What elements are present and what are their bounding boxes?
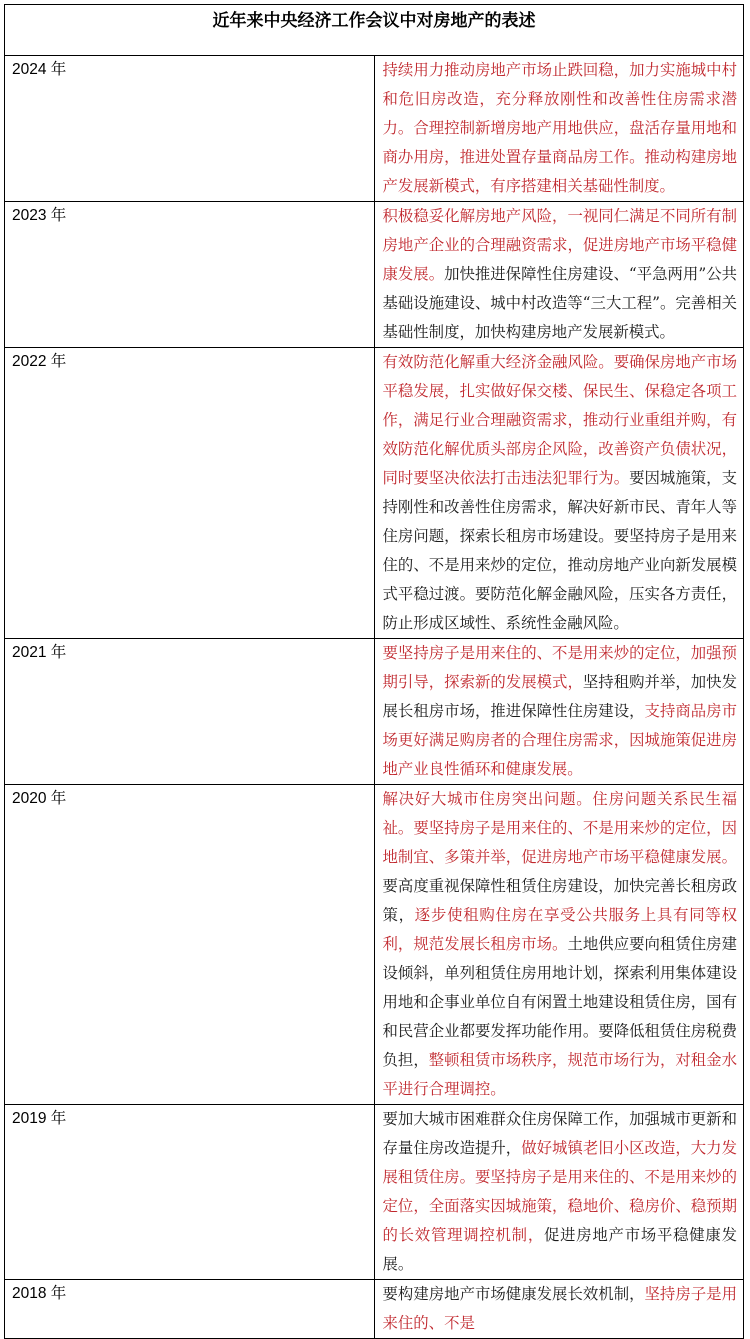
table-row bbox=[5, 785, 744, 1105]
highlighted-text: 要坚持房子是用来住的、不是用来炒的定位，加强预期引导，探索新的发展模式， bbox=[382, 644, 737, 691]
highlighted-text: 有效防范化解重大经济金融风险。要确保房地产市场平稳发展，扎实做好保交楼、保民生、保稳定各项工作，满足行业合理融资需求，推动行业重组并购，有效防范化解优质头部房企风险，改善资产负债状况，同时要坚决依法打击违法犯罪行为。 bbox=[382, 353, 737, 487]
highlighted-text: 支持商品房市场更好满足购房者的合理住房需求，因城施策促进房地产业良性循环和健康发展。 bbox=[382, 702, 737, 778]
year-cell: 2022 年 bbox=[5, 348, 375, 639]
year-cell: 2018 年 bbox=[5, 1280, 375, 1339]
highlighted-text: 做好城镇老旧小区改造，大力发展租赁住房。要坚持房子是用来住的、不是用来炒的定位，全面落实因城施策，稳地价、稳房价、稳预期的长效管理调控机制， bbox=[382, 1139, 737, 1244]
statement-cell bbox=[374, 348, 744, 639]
statement-cell bbox=[374, 639, 744, 785]
plain-text: 加快推进保障性住房建设、“平急两用”公共基础设施建设、城中村改造等“三大工程”。完善相关基础性制度，加快构建房地产发展新模式。 bbox=[382, 265, 737, 341]
highlighted-text: 积极稳妥化解房地产风险，一视同仁满足不同所有制房地产企业的合理融资需求，促进房地产市场平稳健康发展。 bbox=[382, 207, 737, 283]
table-title: 近年来中央经济工作会议中对房地产的表述 bbox=[5, 5, 744, 56]
plain-text: 促进房地产市场平稳健康发展。 bbox=[382, 1226, 737, 1273]
statement-cell bbox=[374, 1280, 744, 1339]
plain-text: 要构建房地产市场健康发展长效机制， bbox=[382, 1285, 645, 1303]
year-cell: 2024 年 bbox=[5, 56, 375, 202]
statement-cell bbox=[374, 202, 744, 348]
highlighted-text: 坚持房子是用来住的、不是 bbox=[382, 1285, 737, 1332]
plain-text: 土地供应要向租赁住房建设倾斜，单列租赁住房用地计划，探索利用集体建设用地和企事业单位自有闲置土地建设租赁住房，国有和民营企业都要发挥功能作用。要降低租赁住房税费负担， bbox=[382, 935, 737, 1069]
table-row bbox=[5, 56, 744, 202]
title-row bbox=[5, 5, 744, 56]
highlighted-text: 逐步使租购住房在享受公共服务上具有同等权利，规范发展长租房市场。 bbox=[382, 906, 737, 953]
plain-text: 要加大城市困难群众住房保障工作，加强城市更新和存量住房改造提升， bbox=[382, 1110, 737, 1157]
year-cell: 2019 年 bbox=[5, 1105, 375, 1280]
highlighted-text: 持续用力推动房地产市场止跌回稳，加力实施城中村和危旧房改造，充分释放刚性和改善性住房需求潜力。合理控制新增房地产用地供应，盘活存量用地和商办用房，推进处置存量商品房工作。推动构建房地产发展新模式，有序搭建相关基础性制度。 bbox=[382, 61, 737, 195]
statement-cell bbox=[374, 1105, 744, 1280]
highlighted-text: 解决好大城市住房突出问题。住房问题关系民生福祉。要坚持房子是用来住的、不是用来炒的定位，因地制宜、多策并举，促进房地产市场平稳健康发展。 bbox=[382, 790, 737, 866]
year-cell: 2020 年 bbox=[5, 785, 375, 1105]
policy-table bbox=[4, 4, 744, 1339]
statement-cell bbox=[374, 56, 744, 202]
plain-text: 坚持租购并举，加快发展长租房市场，推进保障性住房建设， bbox=[382, 673, 737, 720]
year-cell: 2023 年 bbox=[5, 202, 375, 348]
plain-text: 要因城施策，支持刚性和改善性住房需求，解决好新市民、青年人等住房问题，探索长租房市场建设。要坚持房子是用来住的、不是用来炒的定位，推动房地产业向新发展模式平稳过渡。要防范化解金融风险，压实各方责任，防止形成区域性、系统性金融风险。 bbox=[382, 469, 737, 632]
table-row bbox=[5, 202, 744, 348]
table-row bbox=[5, 639, 744, 785]
table-row bbox=[5, 1280, 744, 1339]
statement-cell bbox=[374, 785, 744, 1105]
highlighted-text: 整顿租赁市场秩序，规范市场行为，对租金水平进行合理调控。 bbox=[382, 1051, 737, 1098]
year-cell: 2021 年 bbox=[5, 639, 375, 785]
table-row bbox=[5, 1105, 744, 1280]
table-row bbox=[5, 348, 744, 639]
plain-text: 要高度重视保障性租赁住房建设，加快完善长租房政策， bbox=[382, 877, 737, 924]
